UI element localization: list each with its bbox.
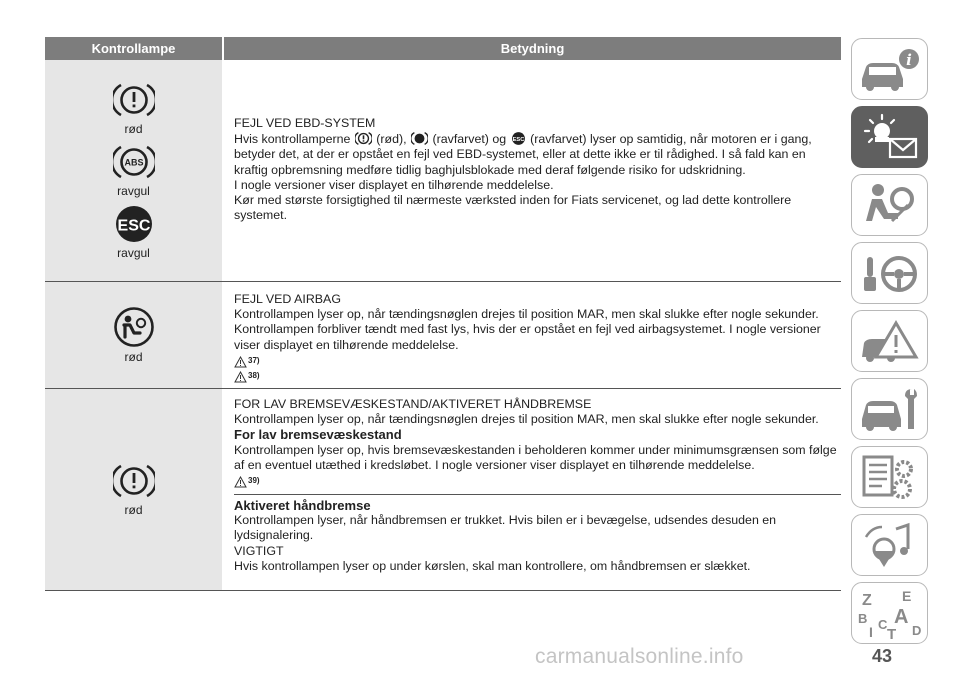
- table-row-ebd: [45, 60, 841, 282]
- header-betydning: Betydning: [222, 37, 841, 60]
- car-emergency-icon: [852, 311, 927, 371]
- tab-technical-data[interactable]: [851, 446, 928, 508]
- ebd-text-4: (ravfarvet) lyser op samtidig, når motoren er i gang, betyder det, at der er opstået en fejl ved EBD-systemet, eller at dette ikke er til rådighed. I så fald kan en kraftig opbremsning medføre tidlig baghjulsblokade med deraf følgende risiko for udskridning.: [234, 132, 812, 177]
- warning-triangle-icon: [234, 356, 247, 368]
- divider: [234, 494, 841, 495]
- table-row-brake: [45, 389, 841, 591]
- brake-warning-icon: [113, 462, 155, 500]
- ebd-paragraph: [234, 131, 841, 178]
- index-letter: Z: [862, 592, 872, 609]
- warning-ref: [234, 353, 841, 368]
- car-wrench-icon: [852, 379, 927, 439]
- esc-icon: [511, 131, 526, 146]
- tab-getting-to-know-car[interactable]: [851, 38, 928, 100]
- index-letter: I: [869, 624, 873, 640]
- tab-safety[interactable]: [851, 174, 928, 236]
- airbag-icon: [114, 307, 154, 347]
- ebd-text-1: Hvis kontrollamperne: [234, 132, 351, 147]
- warning-light-table: [45, 37, 841, 591]
- index-letter: B: [858, 611, 868, 626]
- table-header: [45, 37, 841, 60]
- tab-warning-lights[interactable]: [851, 106, 928, 168]
- multimedia-icon: [852, 515, 927, 575]
- tab-starting-driving[interactable]: [851, 242, 928, 304]
- warning-ref-number: 39): [248, 475, 260, 485]
- abs-icon: [411, 131, 428, 146]
- specs-gear-icon: [852, 447, 927, 507]
- brake-text-1: Kontrollampen lyser op, når tændingsnøglen drejes til position MAR, men skal slukke efter nogle sekunder.: [234, 412, 819, 427]
- lamp-cell-ebd: [45, 60, 222, 281]
- header-kontrollampe: Kontrollampe: [91, 41, 176, 56]
- warning-ref: [234, 368, 841, 383]
- brake-warning-icon: [355, 131, 372, 146]
- airbag-text: Kontrollampen lyser op, når tændingsnøglen drejes til position MAR, men skal slukke efter nogle sekunder. Kontrollampen forbliver tændt med fast lys, hvis der er opstået en fejl ved airbagsystemet. I nogle versioner viser displayet en tilhørende meddelelse.: [234, 307, 821, 352]
- brake-title: FOR LAV BREMSEVÆSKESTAND/AKTIVERET HÅNDBREMSE: [234, 397, 592, 411]
- ebd-text-5: I nogle versioner viser displayet en tilhørende meddelelse.: [234, 177, 554, 192]
- svg-text:i: i: [906, 51, 912, 69]
- ebd-text-3: (ravfarvet) og: [432, 132, 507, 147]
- watermark: carmanualsonline.info: [535, 645, 744, 668]
- svg-text:ESC: ESC: [512, 137, 524, 144]
- tab-emergency[interactable]: [851, 310, 928, 372]
- index-letter: A: [894, 606, 909, 628]
- brake-text-2: Kontrollampen lyser op, hvis bremsevæskestanden i beholderen kommer under minimumsgrænsen som følge af en eventuel utæthed i kredsløbet. I nogle versioner viser displayet en tilhørende meddelelse.: [234, 442, 837, 472]
- brake-subheading-handbrake: Aktiveret håndbremse: [234, 498, 371, 514]
- seat-airbag-icon: [852, 175, 927, 235]
- ebd-title: FEJL VED EBD-SYSTEM: [234, 116, 376, 130]
- warning-triangle-icon: [234, 476, 247, 488]
- key-steering-wheel-icon: [852, 243, 927, 303]
- svg-text:ABS: ABS: [123, 157, 144, 168]
- airbag-title: FEJL VED AIRBAG: [234, 292, 341, 306]
- brake-text-3: Kontrollampen lyser, når håndbremsen er trukket. Hvis bilen er i bevægelse, udsendes desuden en lydsignalering.: [234, 513, 777, 543]
- index-letter: T: [887, 626, 897, 643]
- lamp-color-label: ravgul: [117, 246, 150, 260]
- index-letter: E: [902, 588, 912, 604]
- ebd-text-2: (rød),: [376, 132, 407, 147]
- lamp-color-label: rød: [124, 349, 143, 364]
- car-info-icon: [852, 39, 927, 99]
- description-brake: [222, 389, 841, 590]
- brake-subheading-fluid: For lav bremsevæskestand: [234, 427, 402, 443]
- lamp-color-label: rød: [124, 503, 143, 517]
- esc-icon: [113, 205, 155, 243]
- description-ebd: [222, 60, 841, 281]
- index-letter: C: [878, 617, 888, 632]
- abs-icon: [113, 143, 155, 181]
- warning-light-message-icon: [852, 107, 927, 167]
- warning-triangle-icon: [234, 371, 247, 383]
- lamp-cell-brake: [45, 389, 222, 590]
- warning-ref-number: 38): [248, 370, 260, 380]
- alphabetical-index-icon: [852, 583, 927, 643]
- lamp-cell-airbag: [45, 282, 222, 388]
- tab-index[interactable]: [851, 582, 928, 644]
- chapter-sidebar: [851, 38, 928, 650]
- warning-ref-number: 37): [248, 355, 260, 365]
- table-row-airbag: [45, 282, 841, 389]
- index-letter: D: [912, 623, 922, 638]
- tab-multimedia[interactable]: [851, 514, 928, 576]
- lamp-color-label: ravgul: [117, 184, 150, 198]
- description-airbag: [222, 282, 841, 388]
- brake-text-4: Hvis kontrollampen lyser op under kørslen, skal man kontrollere, om håndbremsen er slækket.: [234, 558, 751, 573]
- lamp-color-label: rød: [124, 122, 143, 136]
- warning-ref: [234, 473, 841, 488]
- tab-maintenance[interactable]: [851, 378, 928, 440]
- ebd-text-6: Kør med største forsigtighed til nærmeste værksted inden for Fiats servicenet, og lad dette kontrollere systemet.: [234, 193, 792, 223]
- page-number: 43: [872, 646, 893, 666]
- brake-warning-icon: [113, 81, 155, 119]
- brake-vigtigt: VIGTIGT: [234, 543, 284, 558]
- svg-text:ESC: ESC: [117, 217, 150, 235]
